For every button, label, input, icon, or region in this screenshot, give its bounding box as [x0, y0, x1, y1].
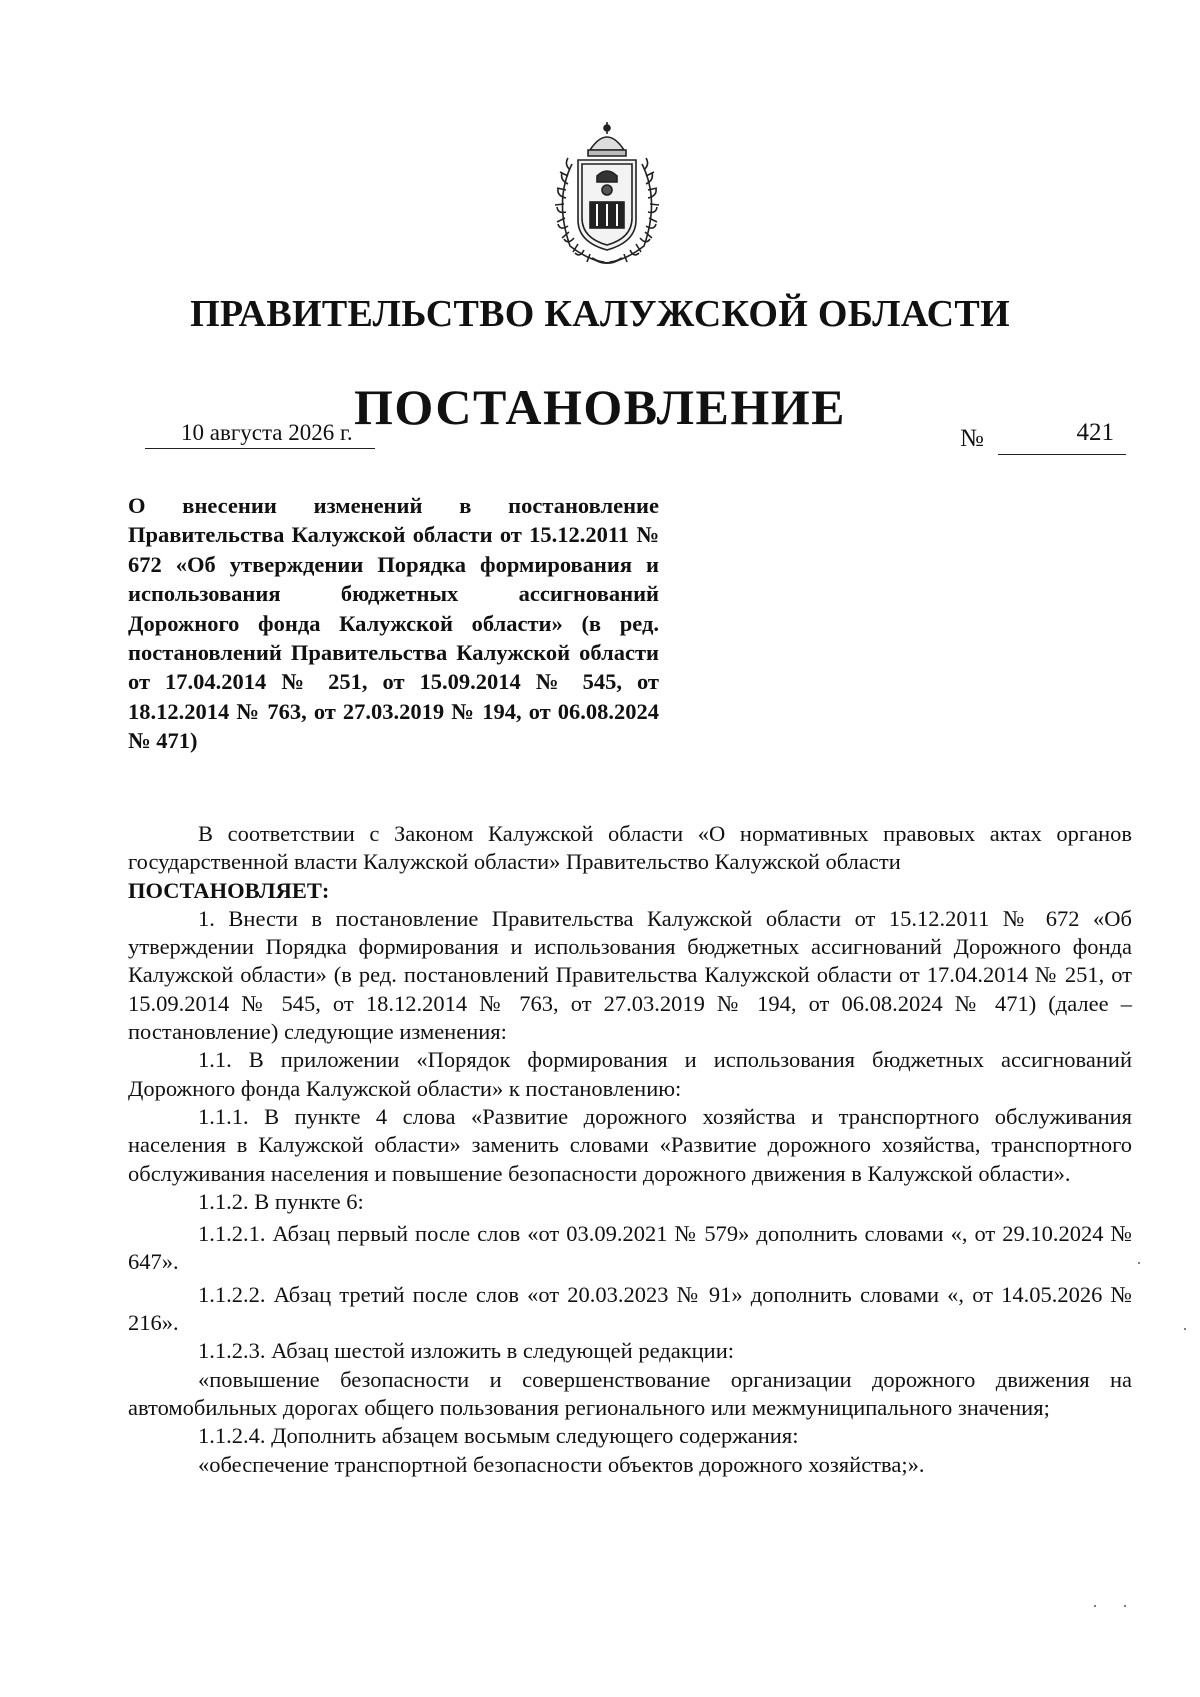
scan-speck — [1094, 1605, 1096, 1607]
paragraph-1-1-2-2: 1.1.2.2. Абзац третий после слов «от 20.03.2023 № 91» дополнить словами «, от 14.05.2026 № 216». — [128, 1281, 1132, 1336]
paragraph-1-1-2-4: 1.1.2.4. Дополнить абзацем восьмым следующего содержания: — [198, 1423, 799, 1449]
paragraph-1-1: 1.1. В приложении «Порядок формирования и использования бюджетных ассигнований Дорожного фонда Калужской области» к постановлению: — [128, 1047, 1132, 1101]
paragraph-1-1-2: 1.1.2. В пункте 6: — [198, 1188, 364, 1214]
preamble-paragraph: В соответствии с Законом Калужской области «О нормативных правовых актах органов государственной власти Калужской области» Правительство Калужской области — [128, 821, 1132, 875]
government-name: ПРАВИТЕЛЬСТВО КАЛУЖСКОЙ ОБЛАСТИ — [190, 293, 1010, 335]
document-subject: О внесении изменений в постановление Правительства Калужской области от 15.12.2011 № 672 «Об утверждении Порядка формирования и использования бюджетных ассигнований Дорожного фонда Калужской области» (в ред. постановлений Правительства Калужской области от 17.04.2014 № 251, от 15.09.2014 № 545, от 18.12.2014 № 763, от 27.03.2019 № 194, от 06.08.2024 № 471) — [128, 493, 659, 754]
paragraph-1: 1. Внести в постановление Правительства Калужской области от 15.12.2011 № 672 «Об утверждении Порядка формирования и использования бюджетных ассигнований Дорожного фонда Калужской области» (в ред. постановлений Правительства Калужской области от 17.04.2014 № 251, от 15.09.2014 № 545, от 18.12.2014 № 763, от 27.03.2019 № 194, от 06.08.2024 № 471) (далее – постановление) следующие изменения: — [128, 905, 1132, 1045]
coat-of-arms-icon — [542, 120, 672, 268]
document-body — [128, 820, 1132, 1479]
number-sign: № — [960, 425, 984, 452]
resolves-heading: ПОСТАНОВЛЯЕТ: — [128, 877, 330, 903]
number-underline — [998, 419, 1126, 455]
paragraph-1-1-2-1: 1.1.2.1. Абзац первый после слов «от 03.09.2021 № 579» дополнить словами «, от 29.10.2024 № 647». — [128, 1221, 1132, 1275]
paragraph-1-1-1: 1.1.1. В пункте 4 слова «Развитие дорожного хозяйства и транспортного обслуживания населения в Калужской области» заменить словами «Развитие дорожного хозяйства, транспортного обслуживания населения и повышение безопасности дорожного движения в Калужской области». — [128, 1103, 1132, 1186]
paragraph-1-1-2-3-text: «повышение безопасности и совершенствование организации дорожного движения на автомобильных дорогах общего пользования регионального или межмуниципального значения; — [128, 1366, 1132, 1420]
scan-speck — [1124, 1605, 1126, 1607]
scan-speck — [1184, 1328, 1186, 1330]
document-type-title: ПОСТАНОВЛЕНИЕ — [354, 379, 846, 435]
document-date: 10 августа 2026 г. — [181, 420, 353, 445]
paragraph-1-1-2-4-text: «обеспечение транспортной безопасности объектов дорожного хозяйства;». — [198, 1451, 925, 1477]
document-number: 421 — [1076, 419, 1114, 446]
document-date-field — [145, 418, 375, 449]
scan-speck — [1138, 1262, 1140, 1264]
paragraph-1-1-2-3: 1.1.2.3. Абзац шестой изложить в следующей редакции: — [198, 1338, 735, 1364]
document-number-field — [960, 419, 1126, 456]
